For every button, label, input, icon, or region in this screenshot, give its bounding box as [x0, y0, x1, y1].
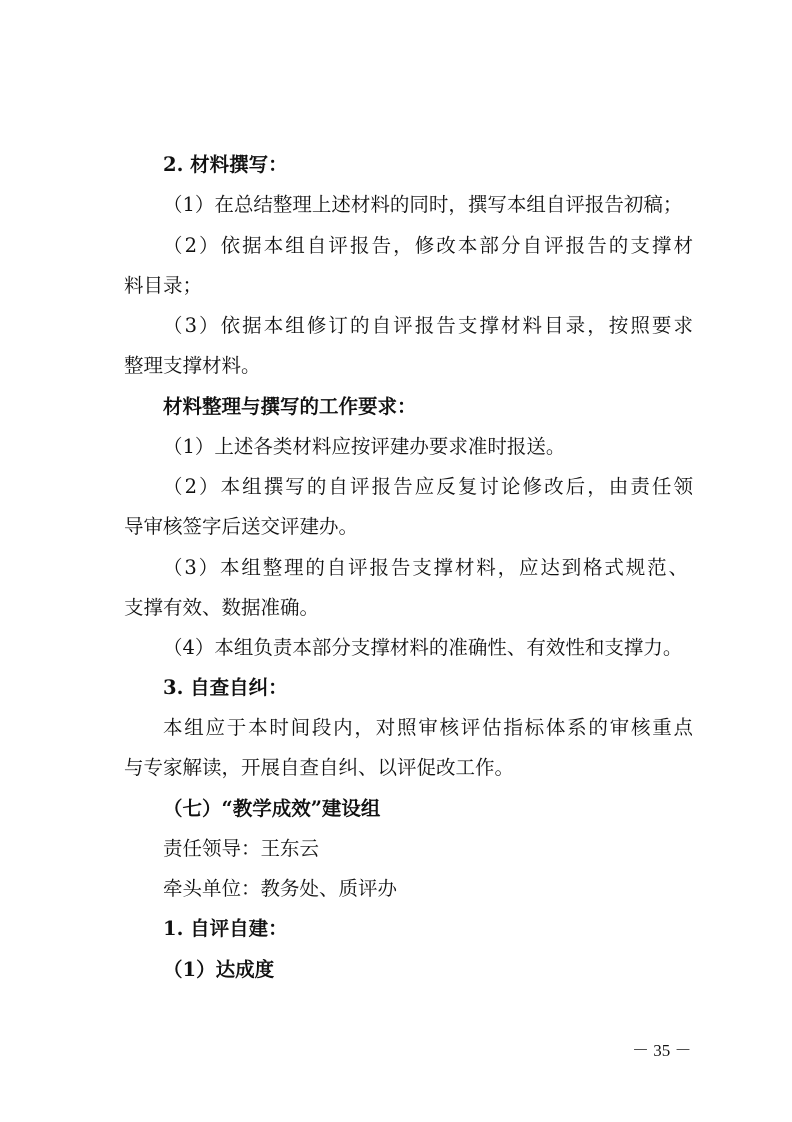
heading-material-writing: 2. 材料撰写： — [163, 153, 288, 176]
heading-self-evaluation: 1. 自评自建： — [163, 917, 288, 940]
paragraph-line: （3）依据本组修订的自评报告支撑材料目录，按照要求 — [163, 314, 693, 337]
heading-self-check: 3. 自查自纠： — [163, 676, 288, 699]
lead-unit: 牵头单位：教务处、质评办 — [163, 877, 398, 900]
paragraph-line: 支撑有效、数据准确。 — [124, 596, 320, 619]
paragraph-line: 导审核签字后送交评建办。 — [124, 515, 359, 538]
paragraph-line: 本组应于本时间段内，对照审核评估指标体系的审核重点 — [163, 716, 693, 739]
paragraph-line: （1）上述各类材料应按评建办要求准时报送。 — [163, 435, 566, 458]
paragraph-line: 与专家解读，开展自查自纠、以评促改工作。 — [124, 756, 515, 779]
paragraph-line: （2）本组撰写的自评报告应反复讨论修改后，由责任领 — [163, 475, 693, 498]
paragraph-line: （1）在总结整理上述材料的同时，撰写本组自评报告初稿； — [163, 193, 683, 216]
heading-work-requirements: 材料整理与撰写的工作要求： — [163, 395, 417, 418]
paragraph-line: 整理支撑材料。 — [124, 354, 261, 377]
heading-achievement: （1）达成度 — [163, 958, 275, 981]
paragraph-line: 料目录； — [124, 274, 203, 297]
page-number: － 35 － — [632, 1041, 692, 1060]
paragraph-line: （2）依据本组自评报告，修改本部分自评报告的支撑材 — [163, 234, 693, 257]
paragraph-line: （3）本组整理的自评报告支撑材料，应达到格式规范、 — [163, 556, 688, 579]
responsible-leader: 责任领导：王东云 — [163, 837, 320, 860]
paragraph-line: （4）本组负责本部分支撑材料的准确性、有效性和支撑力。 — [163, 636, 683, 659]
heading-teaching-effectiveness-group: （七）“教学成效”建设组 — [163, 797, 381, 820]
